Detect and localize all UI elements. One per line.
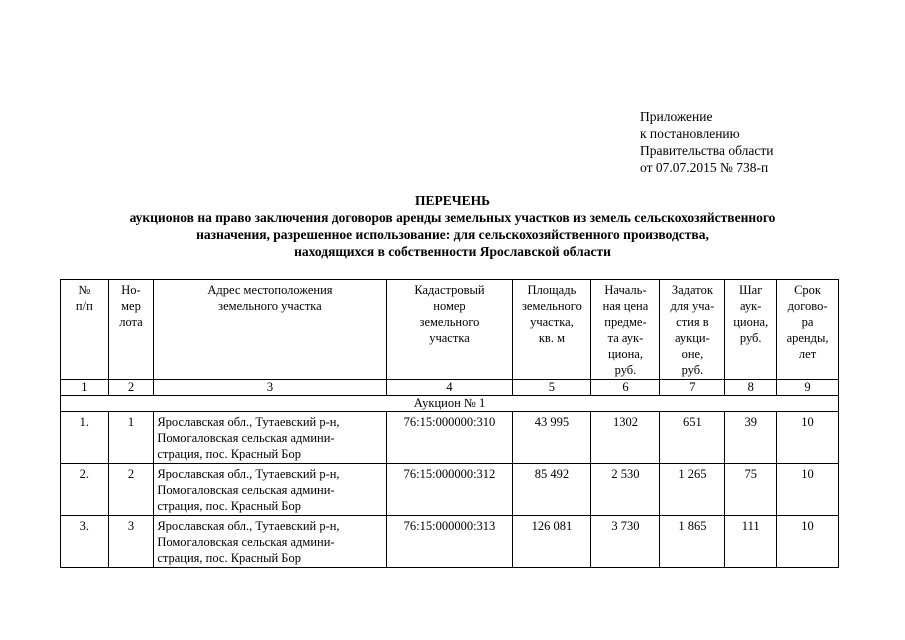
address-cell [154,412,386,464]
header-line: Но- [121,283,141,297]
column-number: 2 [108,380,154,396]
cadastral-number: 76:15:000000:312 [386,464,513,516]
header-line: Шаг [739,283,763,297]
lease-term: 10 [777,516,839,568]
lot-number: 1 [108,412,154,464]
area-value: 85 492 [513,464,591,516]
area-value: 126 081 [513,516,591,568]
header-line: земельного [419,315,480,329]
header-line: Началь- [604,283,647,297]
header-line: стия в [676,315,709,329]
column-numbers-row [61,380,839,396]
header-line: участка [429,331,470,345]
header-line: оне, [681,347,704,361]
title-line: находящихся в собственности Ярославской области [294,244,611,259]
auction-lots-table [60,279,839,568]
start-price: 3 730 [591,516,660,568]
header-number [61,280,109,380]
lot-number: 2 [108,464,154,516]
header-line: кв. м [538,331,565,345]
deposit-value: 1 265 [660,464,725,516]
lot-number: 3 [108,516,154,568]
header-term [777,280,839,380]
column-number: 4 [386,380,513,396]
row-number: 2. [61,464,109,516]
header-line: Срок [794,283,821,297]
appendix-block [640,108,880,176]
header-line: для уча- [670,299,715,313]
appendix-line: Правительства области [640,143,774,158]
header-cadastral [386,280,513,380]
address-line: страция, пос. Красный Бор [157,499,301,513]
start-price: 2 530 [591,464,660,516]
header-line: участка, [530,315,574,329]
column-number: 5 [513,380,591,396]
header-line: догово- [787,299,828,313]
lease-term: 10 [777,464,839,516]
appendix-line: к постановлению [640,126,740,141]
start-price: 1302 [591,412,660,464]
title-heading: ПЕРЕЧЕНЬ [414,193,491,208]
header-line: земельного [521,299,582,313]
address-cell [154,464,386,516]
column-number: 9 [777,380,839,396]
table-row [61,412,839,464]
header-line: ра [801,315,814,329]
header-area [513,280,591,380]
title-line: назначения, разрешенное использование: для сельскохозяйственного производства, [196,227,709,242]
header-line: лота [119,315,143,329]
header-line: Адрес местоположения [207,283,333,297]
auction-label-row [61,396,839,412]
header-line: аренды, [786,331,829,345]
cadastral-number: 76:15:000000:310 [386,412,513,464]
header-line: та аук- [607,331,644,345]
step-value: 75 [725,464,777,516]
address-line: Помогаловская сельская админи- [157,483,335,497]
address-line: страция, пос. Красный Бор [157,551,301,565]
header-line: п/п [75,299,93,313]
address-line: Помогаловская сельская админи- [157,431,335,445]
address-line: страция, пос. Красный Бор [157,447,301,461]
appendix-line: Приложение [640,109,713,124]
header-line: предме- [604,315,647,329]
column-number: 3 [154,380,386,396]
header-line: Задаток [671,283,713,297]
header-line: ная цена [602,299,649,313]
header-line: аук- [740,299,762,313]
header-line: № [78,283,91,297]
address-cell [154,516,386,568]
header-line: руб. [681,363,704,377]
deposit-value: 651 [660,412,725,464]
header-line: номер [433,299,466,313]
cadastral-number: 76:15:000000:313 [386,516,513,568]
header-line: мер [121,299,141,313]
table-row [61,464,839,516]
deposit-value: 1 865 [660,516,725,568]
auction-label: Аукцион № 1 [61,396,839,412]
column-number: 1 [61,380,109,396]
column-number: 7 [660,380,725,396]
header-start-price [591,280,660,380]
header-line: лет [798,347,817,361]
table-row [61,516,839,568]
address-line: Ярославская обл., Тутаевский р-н, [157,415,340,429]
row-number: 1. [61,412,109,464]
address-line: Ярославская обл., Тутаевский р-н, [157,467,340,481]
lease-term: 10 [777,412,839,464]
column-number: 8 [725,380,777,396]
header-deposit [660,280,725,380]
column-number: 6 [591,380,660,396]
title-line: аукционов на право заключения договоров аренды земельных участков из земель сельскохозяйственного [129,210,776,225]
header-line: земельного участка [218,299,322,313]
area-value: 43 995 [513,412,591,464]
header-step [725,280,777,380]
header-line: руб. [614,363,637,377]
header-lot [108,280,154,380]
header-line: Кадастровый [414,283,485,297]
step-value: 39 [725,412,777,464]
address-line: Ярославская обл., Тутаевский р-н, [157,519,340,533]
address-line: Помогаловская сельская админи- [157,535,335,549]
header-line: руб. [739,331,762,345]
table-header-row [61,280,839,380]
header-line: циона, [607,347,643,361]
header-line: Площадь [527,283,577,297]
header-address [154,280,386,380]
appendix-date-line: от 07.07.2015 № 738-п [640,160,769,175]
row-number: 3. [61,516,109,568]
header-line: аукци- [675,331,710,345]
document-title [40,192,865,260]
header-line: циона, [733,315,769,329]
step-value: 111 [725,516,777,568]
